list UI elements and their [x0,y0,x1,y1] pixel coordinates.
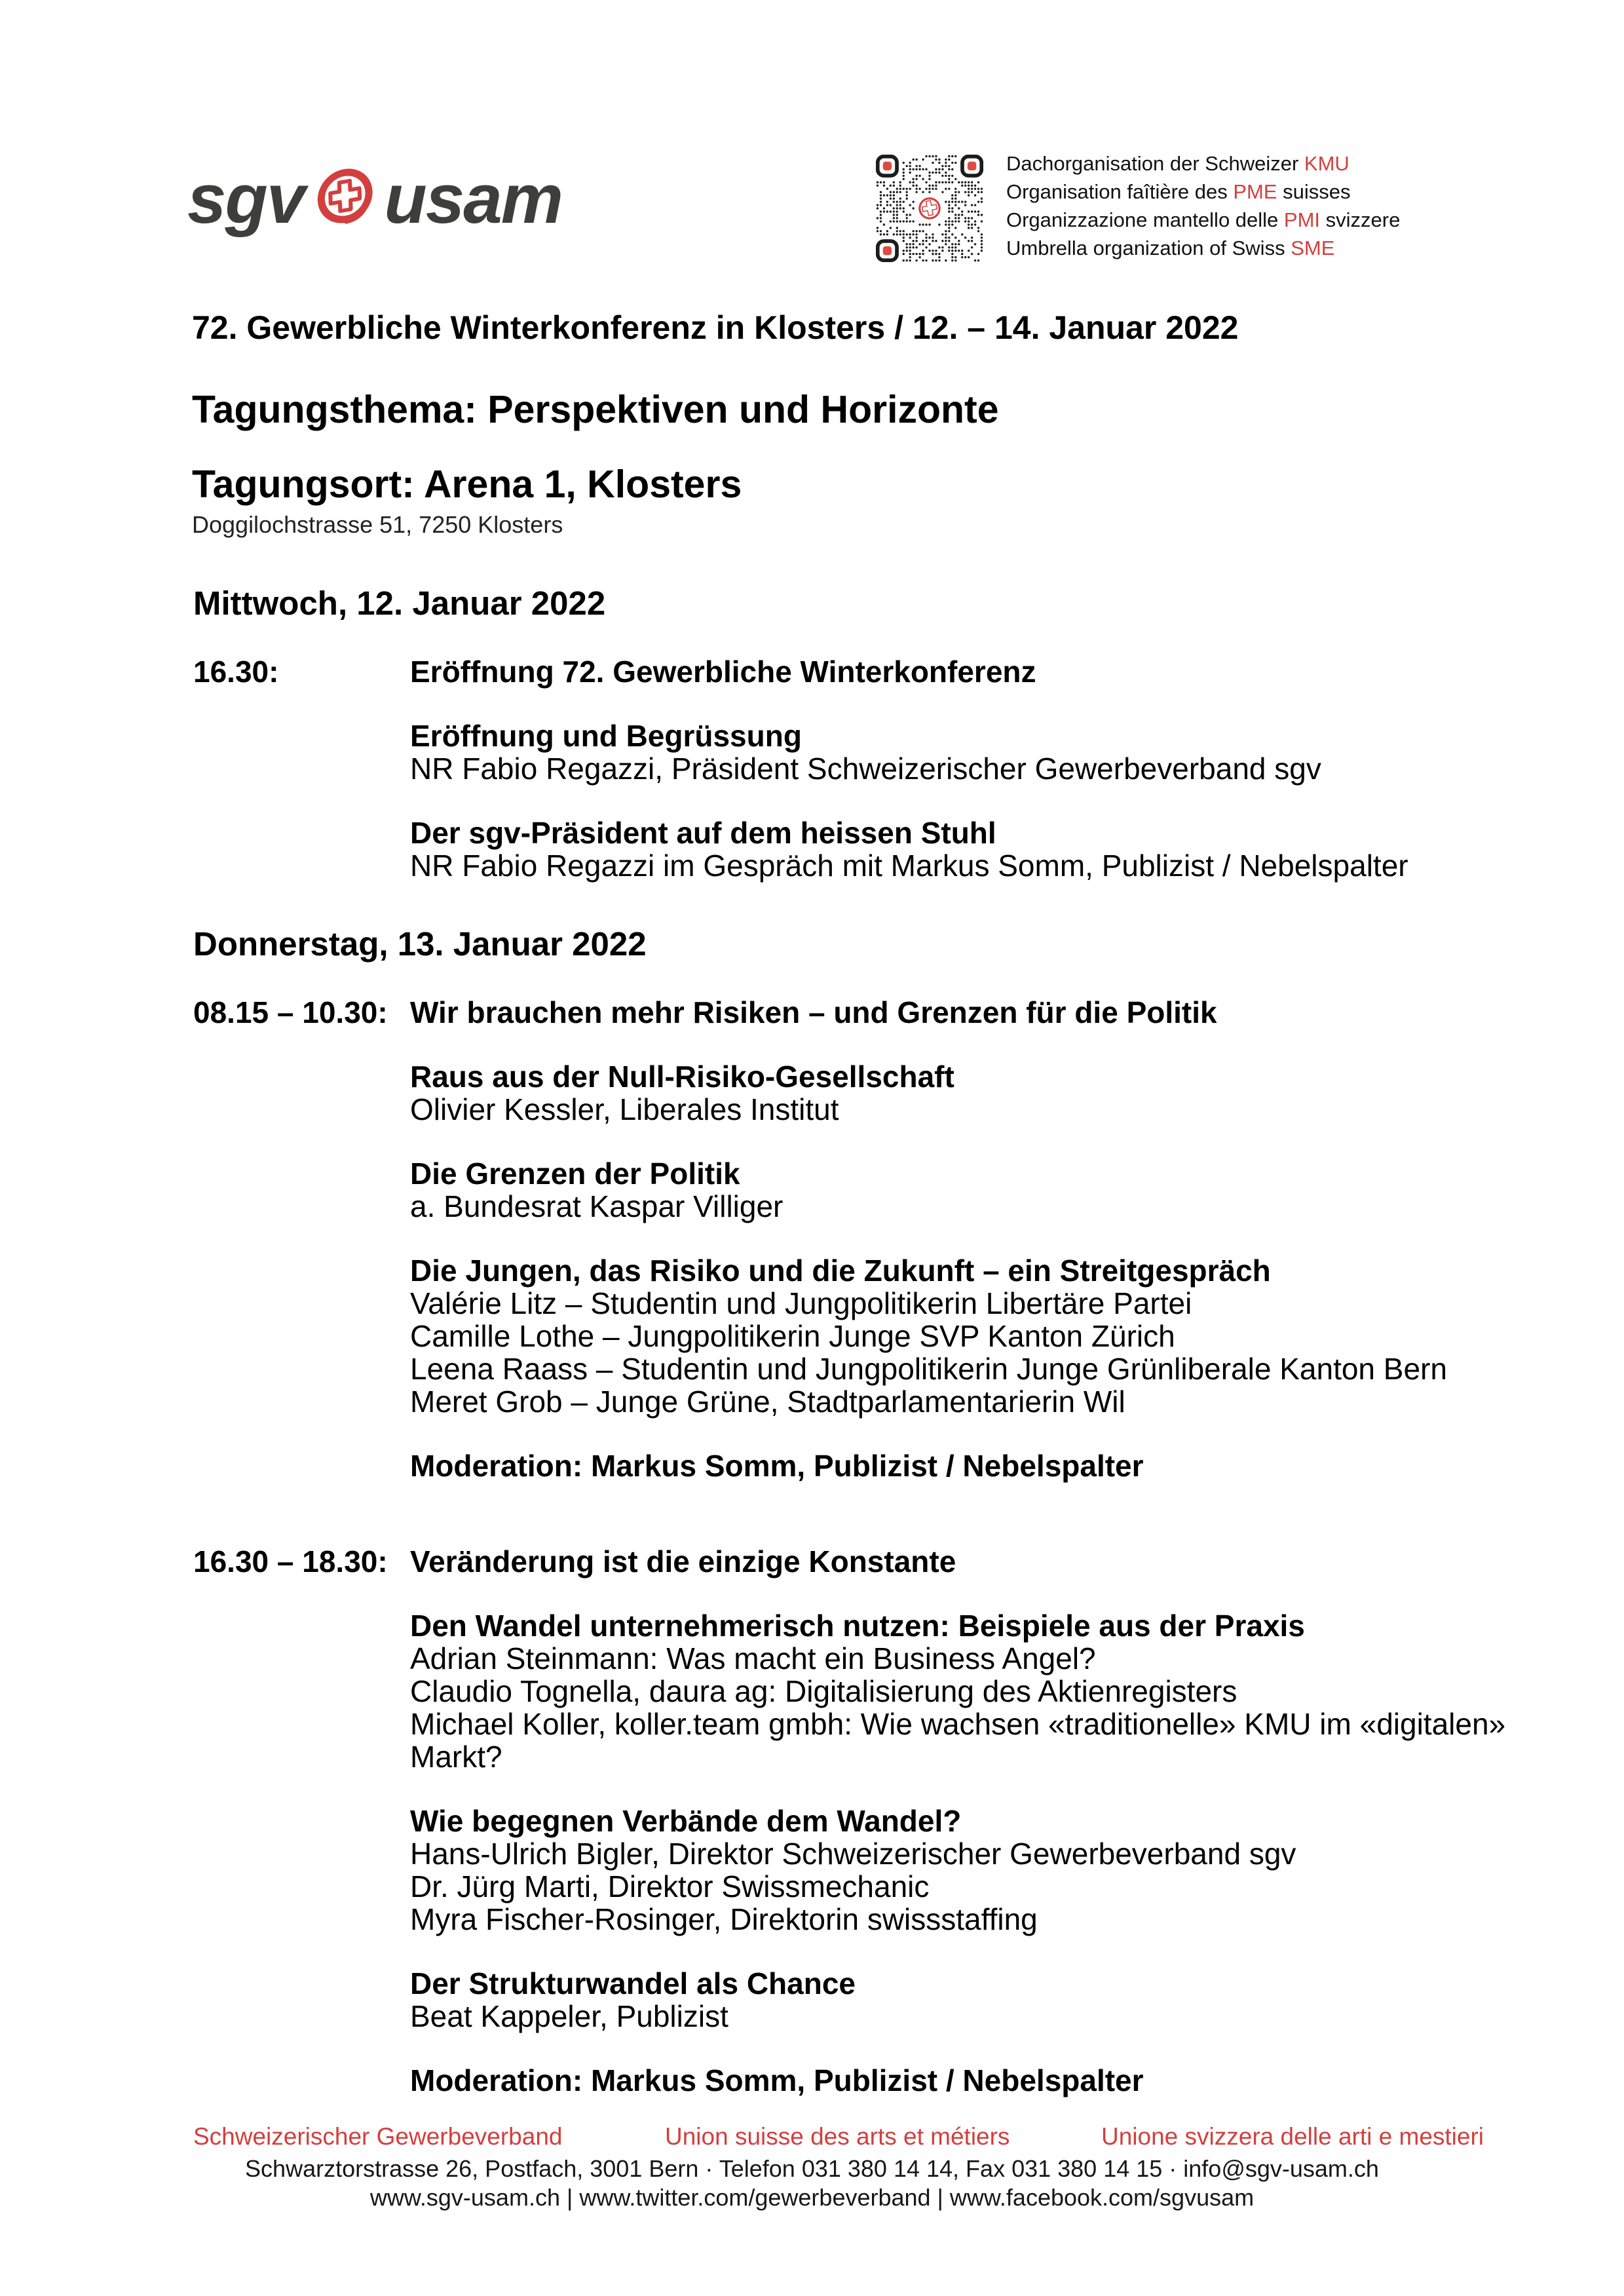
day-sessions [193,655,1562,882]
footer-address-line: Schwarztorstrasse 26, Postfach, 3001 Bern · Telefon 031 380 14 14, Fax 031 380 14 15 · info@sgv-usam.ch [245,2155,1379,2182]
day-heading: Donnerstag, 13. Januar 2022 [193,925,647,963]
agenda-item-title: Eröffnung und Begrüssung [410,719,802,753]
session-header [193,1545,1562,1578]
agenda-item-title: Den Wandel unternehmerisch nutzen: Beispiele aus der Praxis [410,1609,1305,1643]
session-time: 08.15 – 10.30: [193,995,388,1029]
agenda-item [410,719,1562,785]
logo-text-usam: usam [384,159,562,238]
speaker-line: Hans-Ulrich Bigler, Direktor Schweizerischer Gewerbeverband sgv [410,1837,1296,1871]
venue-address: Doggilochstrasse 51, 7250 Klosters [192,511,563,538]
schedule [193,583,1562,2097]
agenda-item-lines [410,1642,1562,1773]
speaker-line: a. Bundesrat Kaspar Villiger [410,1189,784,1223]
speaker-line: NR Fabio Regazzi, Präsident Schweizerischer Gewerbeverband sgv [410,752,1321,786]
footer-org-name-de: Schweizerischer Gewerbeverband [193,2123,563,2150]
conference-theme: Tagungsthema: Perspektiven und Horizonte [192,388,999,431]
org-accent-sme: SME [1291,237,1335,259]
org-tagline-line-en: Umbrella organization of Swiss SME [1006,237,1335,259]
org-tagline [1006,149,1400,262]
speaker-line: Adrian Steinmann: Was macht ein Business Angel? [410,1641,1096,1675]
agenda-item [410,1157,1562,1223]
speaker-line: Claudio Tognella, daura ag: Digitalisierung des Aktienregisters [410,1674,1237,1708]
org-tagline-line-fr: Organisation faîtière des PME suisses [1006,180,1351,203]
org-tagline-line-it: Organizzazione mantello delle PMI svizzere [1006,208,1401,231]
footer-org-name-fr: Union suisse des arts et métiers [665,2123,1010,2150]
session-items [410,1609,1562,2097]
speaker-line: Valérie Litz – Studentin und Jungpolitikerin Libertäre Partei [410,1286,1192,1320]
agenda-item-title: Moderation: Markus Somm, Publizist / Nebelspalter [410,1449,1144,1483]
footer-links-line: www.sgv-usam.ch | www.twitter.com/gewerbeverband | www.facebook.com/sgvusam [369,2184,1255,2211]
agenda-item [410,1967,1562,2033]
org-accent-pme: PME [1233,180,1277,203]
agenda-item-lines [410,1093,1562,1126]
session-items [410,719,1562,882]
speaker-line: Beat Kappeler, Publizist [410,1999,728,2033]
agenda-item-title: Der Strukturwandel als Chance [410,1966,856,2000]
agenda-item-title: Moderation: Markus Somm, Publizist / Nebelspalter [410,2063,1144,2097]
session [193,1545,1562,2097]
agenda-item-title: Raus aus der Null-Risiko-Gesellschaft [410,1060,954,1094]
speaker-line: Meret Grob – Junge Grüne, Stadtparlamentarierin Wil [410,1385,1125,1419]
footer-org-name-it: Unione svizzera delle arti e mestieri [1101,2123,1484,2150]
agenda-item-lines [410,2000,1562,2033]
org-accent-kmu: KMU [1304,152,1350,175]
footer-org-names [0,2123,1624,2152]
logo-text-sgv: sgv [187,159,305,238]
agenda-item [410,1609,1562,1773]
agenda-item [410,1060,1562,1126]
speaker-line: Camille Lothe – Jungpolitikerin Junge SVP Kanton Zürich [410,1319,1175,1353]
speaker-line: Michael Koller, koller.team gmbh: Wie wachsen «traditionelle» KMU im «digitalen» Markt? [410,1707,1506,1774]
session-time: 16.30 – 18.30: [193,1544,388,1578]
agenda-item-lines [410,1190,1562,1223]
agenda-item-lines [410,1837,1562,1936]
speaker-line: Myra Fischer-Rosinger, Direktorin swissstaffing [410,1902,1038,1936]
agenda-item [410,1805,1562,1936]
session-time: 16.30: [193,655,279,689]
conference-title: 72. Gewerbliche Winterkonferenz in Klosters / 12. – 14. Januar 2022 [192,309,1239,346]
day-section [193,924,1562,2097]
speaker-line: Olivier Kessler, Liberales Institut [410,1092,839,1126]
day-section [193,583,1562,882]
session-header [193,996,1562,1029]
qr-code [876,155,983,262]
session-title: Veränderung ist die einzige Konstante [410,1544,956,1578]
sgv-at-cross-icon [312,162,377,235]
agenda-item-lines [410,1287,1562,1418]
session [193,996,1562,1482]
agenda-item [410,1449,1562,1482]
speaker-line: Leena Raass – Studentin und Jungpolitikerin Junge Grünliberale Kanton Bern [410,1352,1447,1386]
conference-venue: Tagungsort: Arena 1, Klosters [192,463,742,506]
agenda-item-title: Wie begegnen Verbände dem Wandel? [410,1804,962,1838]
agenda-item [410,2064,1562,2097]
day-heading: Mittwoch, 12. Januar 2022 [193,584,606,622]
agenda-item-title: Die Grenzen der Politik [410,1157,740,1191]
agenda-item-lines [410,752,1562,785]
session-title: Eröffnung 72. Gewerbliche Winterkonferenz [410,655,1036,689]
session [193,655,1562,882]
session-header [193,655,1562,688]
agenda-item-title: Die Jungen, das Risiko und die Zukunft – ein Streitgespräch [410,1253,1271,1288]
day-sessions [193,996,1562,2097]
session-items [410,1060,1562,1482]
sgv-usam-logo [187,157,562,240]
agenda-item [410,816,1562,882]
speaker-line: Dr. Jürg Marti, Direktor Swissmechanic [410,1869,930,1904]
org-accent-pmi: PMI [1283,208,1321,231]
org-tagline-line-de: Dachorganisation der Schweizer KMU [1006,152,1350,175]
agenda-item-title: Der sgv-Präsident auf dem heissen Stuhl [410,816,996,850]
speaker-line: NR Fabio Regazzi im Gespräch mit Markus Somm, Publizist / Nebelspalter [410,849,1408,883]
agenda-item-lines [410,849,1562,882]
session-title: Wir brauchen mehr Risiken – und Grenzen für die Politik [410,995,1217,1029]
agenda-item [410,1254,1562,1418]
